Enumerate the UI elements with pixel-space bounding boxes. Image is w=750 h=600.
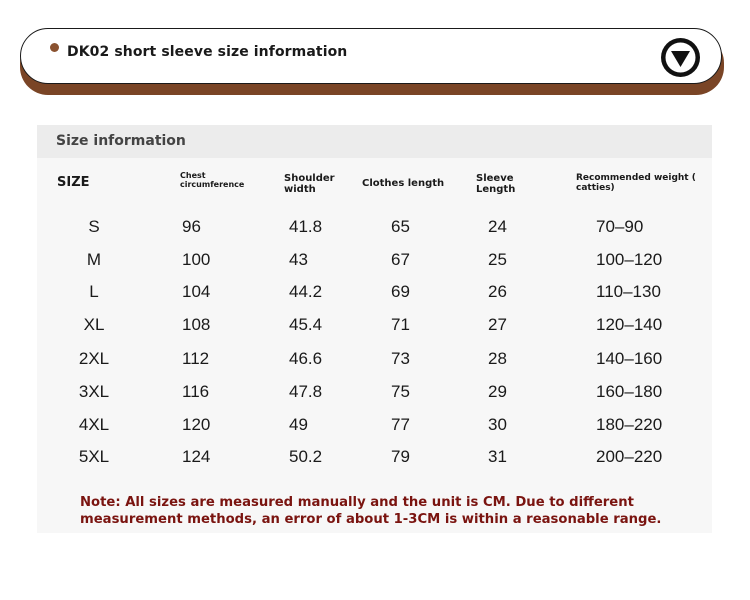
shoulder-cell: 45.4 [289, 315, 323, 334]
length-cell: 67 [391, 250, 410, 269]
shoulder-cell: 41.8 [289, 217, 323, 236]
table-row: 4XL 120 49 77 30 180–220 [78, 415, 663, 434]
chest-cell: 100 [182, 250, 211, 269]
size-table-panel [37, 125, 712, 533]
column-header-length: Clothes length [362, 178, 445, 189]
shoulder-cell: 43 [289, 250, 308, 269]
weight-cell: 70–90 [596, 217, 644, 236]
column-header-sleeve [476, 173, 515, 195]
sleeve-cell: 29 [488, 382, 507, 401]
chest-cell: 120 [182, 415, 211, 434]
column-header-size: SIZE [57, 175, 90, 190]
sleeve-cell: 24 [488, 217, 507, 236]
weight-cell: 180–220 [596, 415, 663, 434]
shoulder-cell: 46.6 [289, 349, 323, 368]
panel-title: Size information [56, 133, 186, 149]
shoulder-cell: 50.2 [289, 447, 323, 466]
chest-cell: 96 [182, 217, 201, 236]
shoulder-cell: 49 [289, 415, 308, 434]
column-header-weight-line2: catties) [576, 182, 615, 193]
triangle-down-icon [661, 38, 700, 77]
weight-cell: 200–220 [596, 447, 663, 466]
length-cell: 79 [391, 447, 410, 466]
table-row: 3XL 116 47.8 75 29 160–180 [78, 382, 663, 401]
weight-cell: 100–120 [596, 250, 663, 269]
column-header-shoulder [284, 173, 335, 195]
size-info-header[interactable] [20, 28, 722, 84]
table-row: 2XL 112 46.6 73 28 140–160 [78, 349, 663, 368]
sleeve-cell: 30 [488, 415, 507, 434]
length-cell: 71 [391, 315, 410, 334]
weight-cell: 120–140 [596, 315, 663, 334]
length-cell: 75 [391, 382, 410, 401]
table-row: L 104 44.2 69 26 110–130 [89, 282, 661, 301]
measurement-note: Note: All sizes are measured manually and the unit is CM. Due to different measurement methods, an error of about 1-3CM is within a reasonable range. [80, 495, 662, 527]
chest-cell: 104 [182, 282, 211, 301]
length-cell: 73 [391, 349, 410, 368]
shoulder-cell: 47.8 [289, 382, 323, 401]
weight-cell: 140–160 [596, 349, 663, 368]
column-header-chest-line1: Chest [180, 171, 206, 180]
column-header-chest-line2: circumference [180, 179, 245, 189]
table-row: M 100 43 67 25 100–120 [86, 250, 663, 269]
bullet-dot [50, 43, 59, 52]
table-row: S 96 41.8 65 24 70–90 [88, 217, 644, 236]
chest-cell: 124 [182, 447, 211, 466]
length-cell: 69 [391, 282, 410, 301]
sleeve-cell: 28 [488, 349, 507, 368]
shoulder-cell: 44.2 [289, 282, 323, 301]
panel-header [37, 125, 712, 158]
sleeve-cell: 31 [488, 447, 507, 466]
weight-cell: 160–180 [596, 382, 663, 401]
column-header-sleeve-line1: Sleeve [476, 173, 514, 184]
header-title: DK02 short sleeve size information [67, 44, 348, 60]
column-header-shoulder-line1: Shoulder [284, 173, 335, 184]
chest-cell: 116 [182, 382, 210, 401]
column-header-chest [180, 172, 244, 190]
weight-cell: 110–130 [596, 282, 661, 301]
chest-cell: 108 [182, 315, 211, 334]
length-cell: 65 [391, 217, 410, 236]
table-row: XL 108 45.4 71 27 120–140 [83, 315, 663, 334]
column-header-weight [576, 174, 696, 194]
column-header-sleeve-line2: Length [476, 184, 516, 195]
sleeve-cell: 25 [488, 250, 507, 269]
length-cell: 77 [391, 415, 410, 434]
chest-cell: 112 [182, 349, 210, 368]
column-header-weight-line1: Recommended weight ( [576, 173, 696, 183]
sleeve-cell: 27 [488, 315, 507, 334]
expand-toggle-button[interactable] [661, 38, 700, 77]
column-header-shoulder-line2: width [284, 184, 316, 195]
table-row: 5XL 124 50.2 79 31 200–220 [78, 447, 663, 466]
sleeve-cell: 26 [488, 282, 507, 301]
